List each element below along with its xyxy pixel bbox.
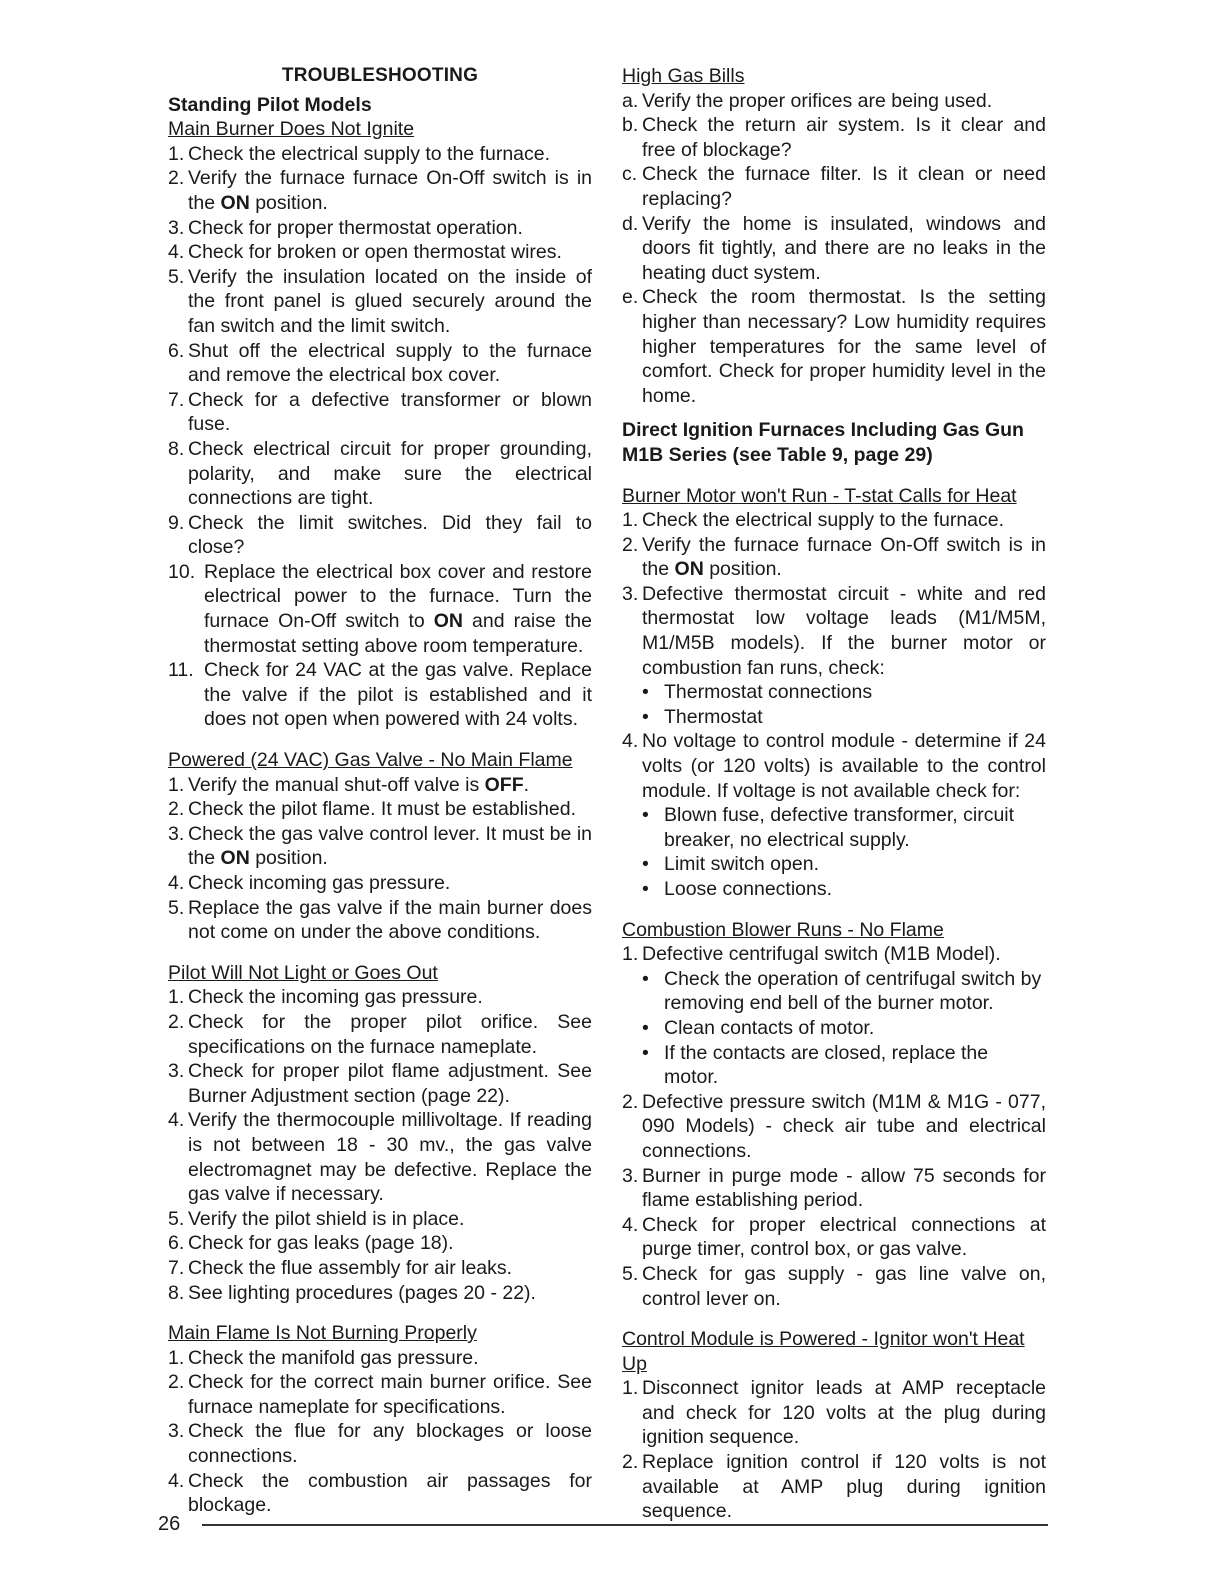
list-item: 2. Verify the furnace furnace On-Off switch is in the ON position. — [168, 167, 592, 214]
list-item: 5. Verify the pilot shield is in place. — [168, 1207, 465, 1230]
bullet-item: • Blown fuse, defective transformer, circuit breaker, no electrical supply. — [642, 804, 1015, 851]
subsection-title-powered-gas-valve: Powered (24 VAC) Gas Valve - No Main Flame — [168, 749, 573, 772]
list-item: 3. Defective thermostat circuit - white and red thermostat low voltage leads (M1/M5M, M1/M5B models). If the burner motor or combustion fan runs, check: — [622, 582, 1046, 679]
list-item: c. Check the furnace filter. Is it clean or need replacing? — [622, 163, 1046, 210]
list-item: 7. Check for a defective transformer or blown fuse. — [168, 388, 592, 436]
main-flame-list — [168, 1346, 592, 1518]
subsection-title-main-burner: Main Burner Does Not Ignite — [168, 118, 415, 141]
list-item: 2. Check the pilot flame. It must be established. — [168, 798, 577, 821]
list-item: 1. Check the manifold gas pressure. — [168, 1346, 479, 1369]
list-item: e. Check the room thermostat. Is the setting higher than necessary? Low humidity requires higher temperatures for the same level of comfort. Check for proper humidity level in the home. — [622, 286, 1046, 407]
list-item: 5. Check for gas supply - gas line valve on, control lever on. — [622, 1262, 1046, 1310]
list-item: 3. Check the gas valve control lever. It must be in the ON position. — [168, 822, 592, 870]
bullet-item: • Check the operation of centrifugal switch by removing end bell of the burner motor. — [642, 967, 1042, 1015]
combustion-blower-list — [622, 942, 1046, 1311]
list-item: 1. Check the electrical supply to the furnace. — [622, 509, 1005, 532]
list-item: 4. Check incoming gas pressure. — [168, 872, 451, 894]
subsection-title-high-gas-bills: High Gas Bills — [622, 65, 745, 87]
list-item: 3. Check for proper thermostat operation. — [168, 216, 523, 239]
page-number: 26 — [158, 1513, 181, 1535]
subsection-title-control-module: Control Module is Powered - Ignitor won't Heat Up — [622, 1328, 1025, 1375]
bullet-item: • If the contacts are closed, replace the motor. — [642, 1041, 989, 1089]
list-item: 3. Check for proper pilot flame adjustment. See Burner Adjustment section (page 22). — [168, 1060, 592, 1107]
list-item: 10. Replace the electrical box cover and restore electrical power to the furnace. Turn the furnace On-Off switch to ON and raise the thermostat setting above room temperature. — [168, 560, 592, 657]
subsection-title-main-flame: Main Flame Is Not Burning Properly — [168, 1322, 477, 1345]
bullet-item: • Limit switch open. — [642, 853, 819, 876]
list-item: 1. Check the electrical supply to the furnace. — [168, 142, 551, 165]
page-heading: TROUBLESHOOTING — [281, 65, 479, 86]
list-item: 5. Verify the insulation located on the inside of the front panel is glued securely around the fan switch and the limit switch. — [168, 265, 592, 337]
subsection-title-combustion-blower: Combustion Blower Runs - No Flame — [622, 918, 944, 941]
high-gas-bills-list — [622, 89, 1046, 409]
list-item: 3. Check the flue for any blockages or loose connections. — [168, 1420, 592, 1468]
section-title-direct-ignition: Direct Ignition Furnaces Including Gas Gun M1B Series (see Table 9, page 29) — [622, 419, 1024, 466]
list-item: 4. Check the combustion air passages for blockage. — [168, 1469, 592, 1517]
list-item: 2. Replace ignition control if 120 volts is not available at AMP plug during ignition sequence. — [622, 1451, 1046, 1523]
list-item: 4. Check for proper electrical connections at purge timer, control box, or gas valve. — [622, 1213, 1046, 1261]
list-item: 2. Defective pressure switch (M1M & M1G - 077, 090 Models) - check air tube and electrical connections. — [622, 1090, 1046, 1162]
list-item: 2. Check for the proper pilot orifice. See specifications on the furnace nameplate. — [168, 1010, 592, 1058]
list-item: 1. Verify the manual shut-off valve is OFF. — [168, 773, 530, 796]
list-item: 6. Check for gas leaks (page 18). — [168, 1232, 454, 1255]
left-column — [168, 64, 592, 1518]
list-item: 2. Check for the correct main burner orifice. See furnace nameplate for specifications. — [168, 1371, 592, 1418]
list-item: 11. Check for 24 VAC at the gas valve. Replace the valve if the pilot is established and it does not open when powered with 24 volts. — [168, 659, 592, 731]
footer-divider — [202, 1524, 1048, 1526]
pilot-list — [168, 985, 592, 1305]
list-item: 5. Replace the gas valve if the main burner does not come on under the above conditions. — [168, 896, 592, 944]
right-column — [622, 64, 1046, 1524]
subsection-title-burner-motor: Burner Motor won't Run - T-stat Calls for Heat — [622, 484, 1017, 507]
section-title-standing-pilot: Standing Pilot Models — [168, 93, 372, 116]
list-item: b. Check the return air system. Is it clear and free of blockage? — [622, 114, 1046, 161]
bullet-item: • Clean contacts of motor. — [642, 1016, 875, 1039]
list-item: a. Verify the proper orifices are being used. — [622, 89, 993, 112]
list-item: 8. See lighting procedures (pages 20 - 22). — [168, 1281, 536, 1304]
subsection-title-pilot-will-not-light: Pilot Will Not Light or Goes Out — [168, 961, 438, 984]
list-item: d. Verify the home is insulated, windows and doors fit tightly, and there are no leaks in the heating duct system. — [622, 212, 1046, 284]
list-item: 7. Check the flue assembly for air leaks. — [168, 1256, 513, 1279]
list-item: 1. Disconnect ignitor leads at AMP receptacle and check for 120 volts at the plug during ignition sequence. — [622, 1377, 1046, 1449]
list-item: 1. Defective centrifugal switch (M1B Model). — [622, 943, 1001, 966]
list-item: 8. Check electrical circuit for proper grounding, polarity, and make sure the electrical connections are tight. — [168, 437, 592, 510]
list-item: 1. Check the incoming gas pressure. — [168, 986, 483, 1009]
list-item: 9. Check the limit switches. Did they fail to close? — [168, 511, 592, 559]
control-module-list — [622, 1376, 1046, 1524]
list-item: 4. Check for broken or open thermostat wires. — [168, 241, 562, 264]
bullet-item: • Thermostat — [642, 705, 763, 728]
list-item: 6. Shut off the electrical supply to the furnace and remove the electrical box cover. — [168, 339, 592, 387]
list-item: 4. Verify the thermocouple millivoltage. If reading is not between 18 - 30 mv., the gas valve electromagnet may be defective. Replace the gas valve if necessary. — [168, 1109, 592, 1206]
list-item: 3. Burner in purge mode - allow 75 seconds for flame establishing period. — [622, 1164, 1046, 1212]
bullet-item: • Thermostat connections — [642, 681, 873, 704]
powered-gas-valve-list — [168, 773, 592, 945]
bullet-item: • Loose connections. — [642, 878, 833, 900]
burner-motor-list — [622, 508, 1046, 902]
list-item: 4. No voltage to control module - determine if 24 volts (or 120 volts) is available to the control module. If voltage is not available check for: — [622, 730, 1046, 802]
list-item: 2. Verify the furnace furnace On-Off switch is in the ON position. — [622, 533, 1046, 581]
main-burner-list — [168, 142, 592, 732]
